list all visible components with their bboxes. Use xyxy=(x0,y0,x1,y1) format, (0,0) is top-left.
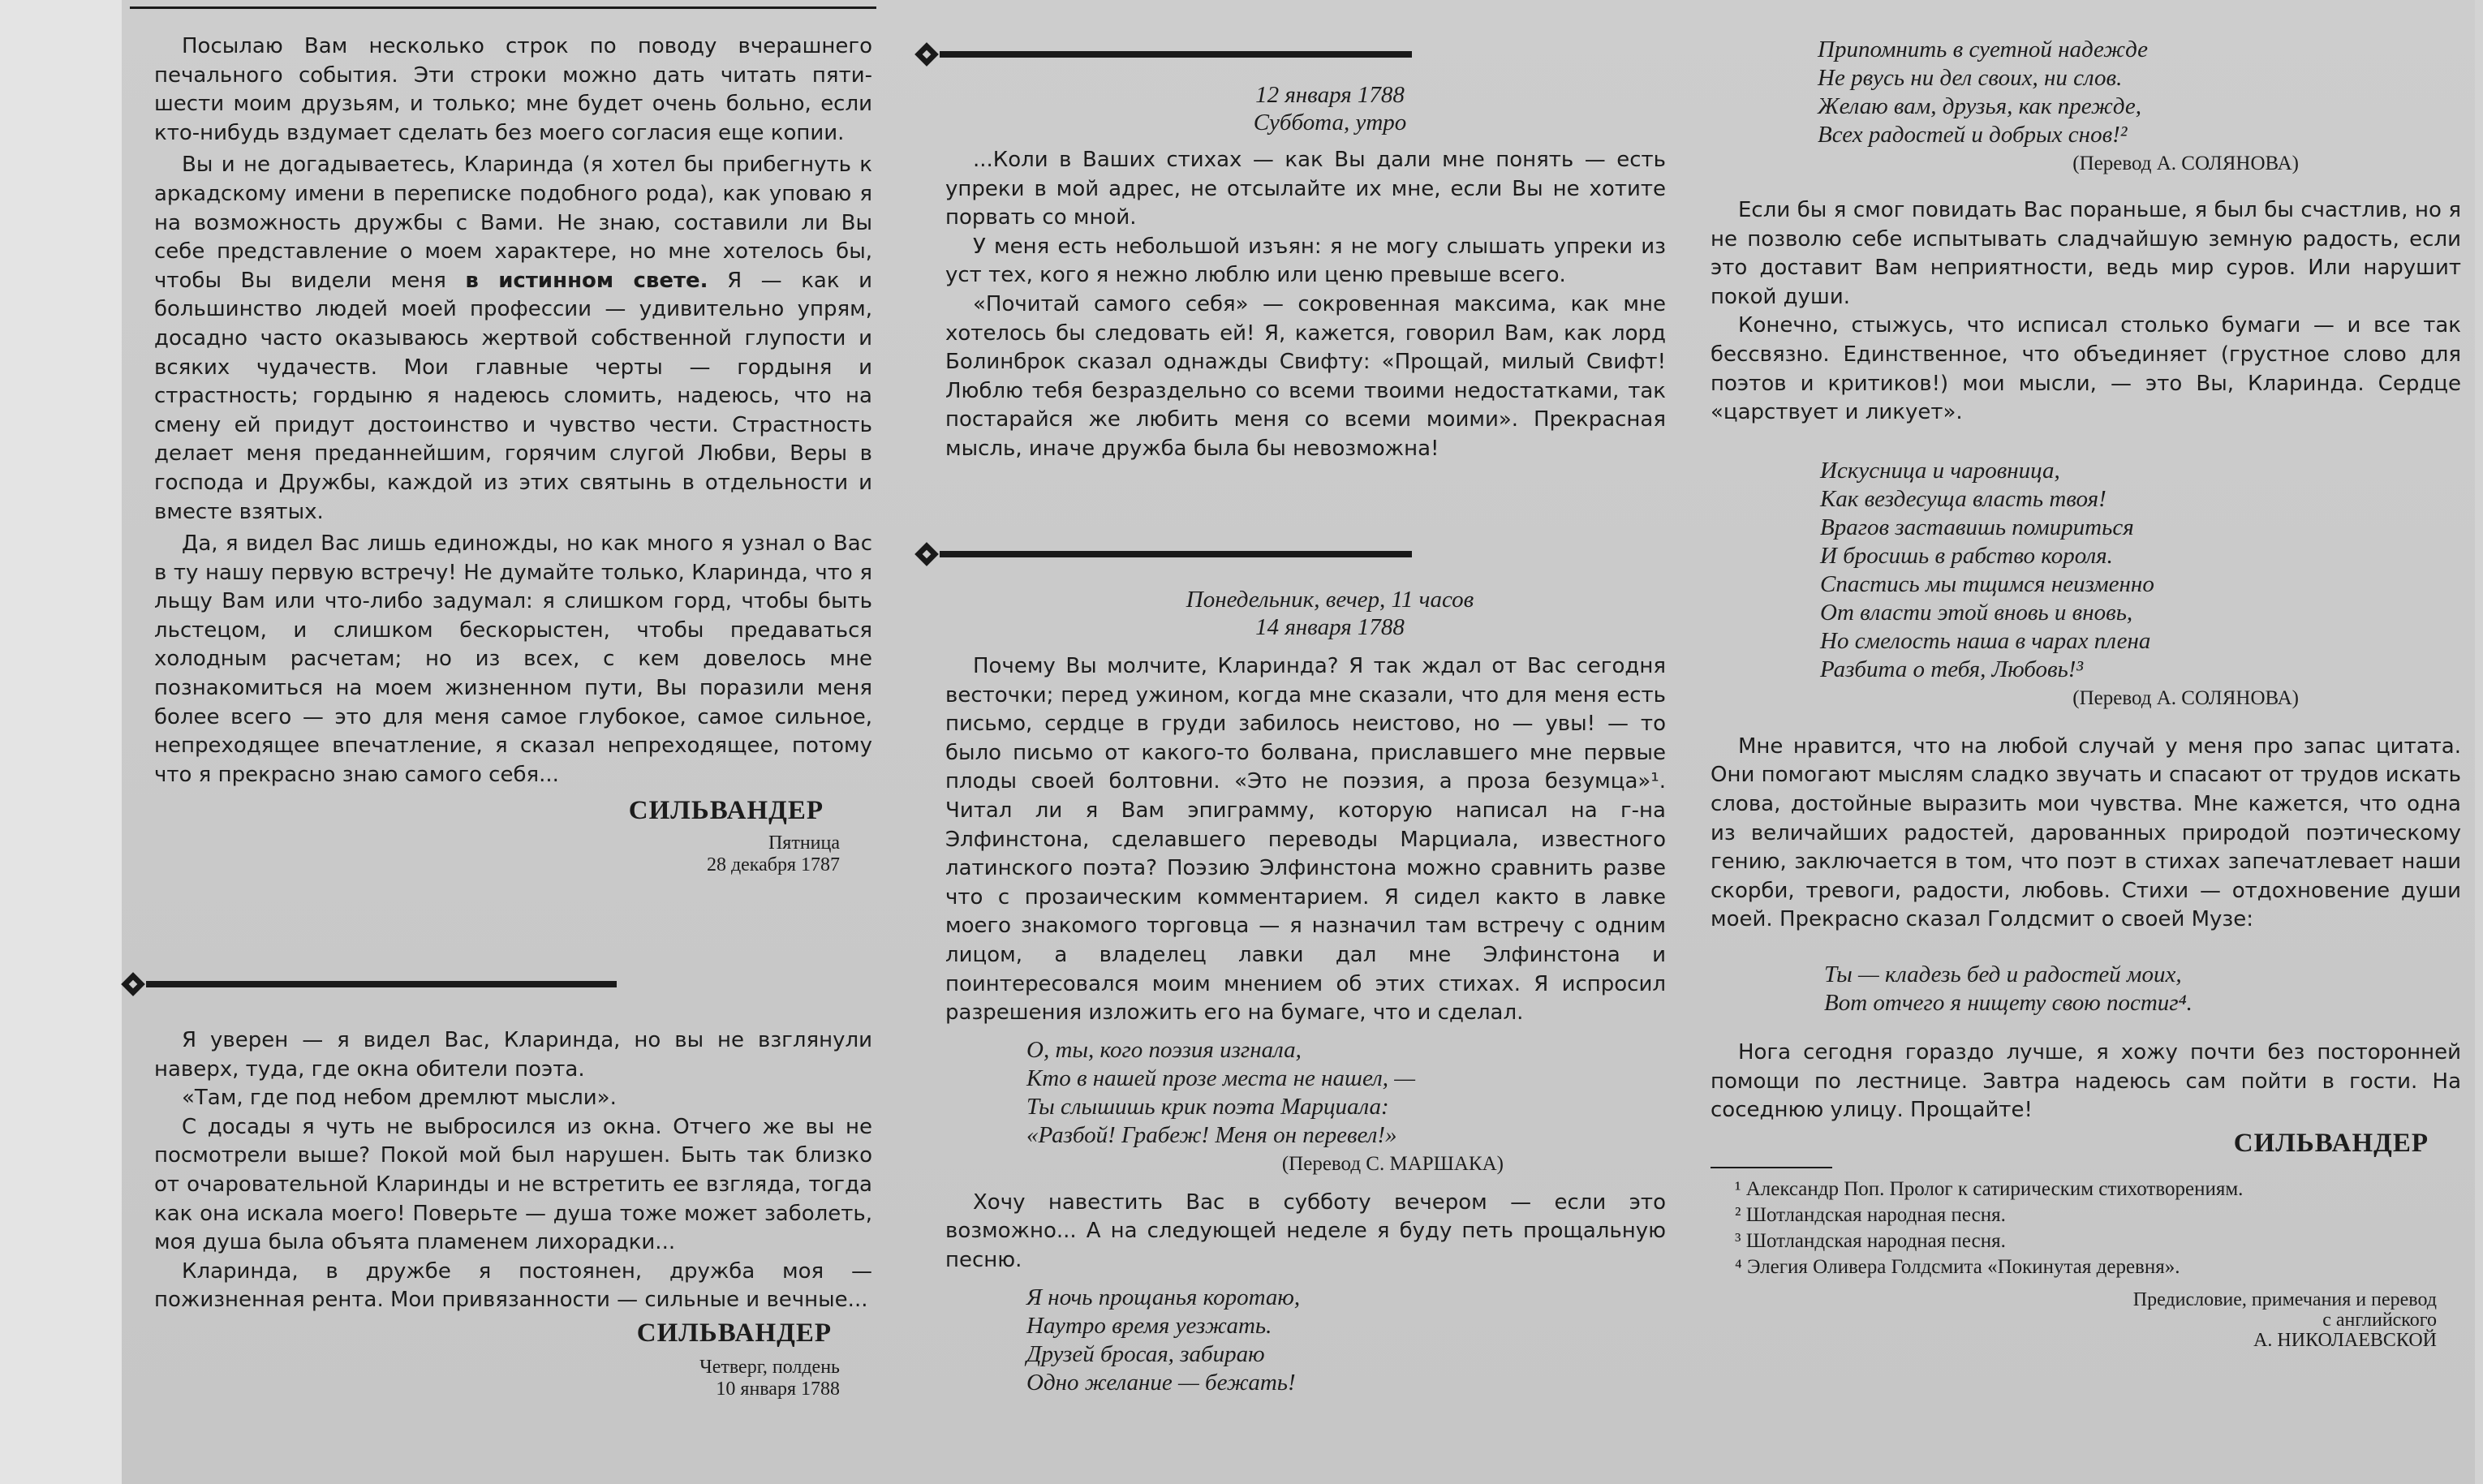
letter1-paragraph-1: Посылаю Вам несколько строк по поводу вчерашнего печального события. Эти строки можно дать читать пяти-шести моим друзьям, и только; мне будет очень больно, если кто-нибудь вздумает сделать без моего согласия еще копии. xyxy=(154,34,872,145)
letter3-paragraph-3: «Почитай самого себя» — сокровенная максима, как мне хотелось бы следовать ей! Я, кажется, говорил Вам, как лорд Болинброк сказал однажды Свифту: «Прощай, милый Свифт! Люблю тебя безраздельно со всеми твоими недостатками, так постарайся же любить меня со всеми моими». Прекрасная мысль, иначе дружба была бы невозможна! xyxy=(945,291,1666,461)
letter4-paragraph-2: Хочу навестить Вас в субботу вечером — если это возможно... А на следующей неделе я буду петь прощальную песню. xyxy=(945,1189,1666,1272)
bold-phrase: в истинном свете. xyxy=(465,268,708,293)
verse-middle: Искусница и чаровница, Как вездесуща власть твоя! Врагов заставишь помириться И бросишь в рабство короля. Спастись мы тщимся неизменно От власти этой вновь и вновь, Но смелость наша в чарах плена Разбита о тебя, Любовь!³ xyxy=(1820,457,2154,682)
diamond-ornament-icon xyxy=(121,972,145,996)
col3-paragraph-1: Если бы я смог повидать Вас пораньше, я был бы счастлив, но я не позволю себе испытывать сладчайшую земную радость, если это доставит Вам неприятности, ведь мир суров. Или нарушит покой души. xyxy=(1711,198,2461,309)
letter-date: Понедельник, вечер, 11 часов 14 января 1788 xyxy=(1186,587,1474,640)
diamond-ornament-icon xyxy=(914,42,939,67)
letter2-paragraph-1: Я уверен — я видел Вас, Кларинда, но вы не взглянули наверх, туда, где окна обители поэта. xyxy=(154,1028,872,1082)
letter-date: Четверг, полдень 10 января 1788 xyxy=(699,1356,840,1400)
section-divider xyxy=(122,972,617,996)
footnote-4: ⁴ Элегия Оливера Голдсмита «Покинутая деревня». xyxy=(1735,1255,2180,1278)
letter2-paragraph-3: Кларинда, в дружбе я постоянен, дружба моя — пожизненная рента. Мои привязанности — сильные и вечные... xyxy=(154,1258,872,1313)
translator-credit: (Перевод А. СОЛЯНОВА) xyxy=(2072,153,2299,174)
column-1 xyxy=(154,32,872,876)
letter1-paragraph-2: Вы и не догадываетесь, Кларинда (я хотел бы прибегнуть к аркадскому имени в переписке подобного рода), как уповаю я на возможность дружбы с Вами. Не знаю, составили ли Вы себе представление о моем характере, но мне хотелось бы, чтобы Вы видели меня в истинном свете. Я — как и большинство людей моей профессии — удивительно упрям, досадно часто оказываюсь жертвой собственной глупости и всяких чудачеств. Мои главные черты — гордыня и страстность; гордыню я надеюсь сломить, надеюсь, что на смену ей придут достоинство и чувство чести. Страстность делает меня преданнейшим, горячим слугой Любви, Веры в господа и Дружбы, каждой из этих святынь в отдельности и вместе взятых. xyxy=(154,153,872,524)
footnote-1: ¹ Александр Поп. Пролог к сатирическим стихотворениям. xyxy=(1735,1177,2244,1200)
footnote-rule xyxy=(1711,1167,1832,1168)
footnote-2: ² Шотландская народная песня. xyxy=(1735,1203,2006,1226)
page-margin xyxy=(0,0,122,1484)
letter-date: Пятница 28 декабря 1787 xyxy=(706,832,840,876)
section-divider xyxy=(915,42,1412,67)
section-divider xyxy=(915,542,1412,566)
letter2-quote: «Там, где под небом дремлют мысли». xyxy=(182,1086,617,1111)
column-2-letter-4 xyxy=(945,586,1666,1397)
letter2-paragraph-2: С досады я чуть не выбросился из окна. Отчего же вы не посмотрели выше? Покой мой был нарушен. Быть так близко от очаровательной Кларинды и не встретить ее взгляда, тогда как она искала моего! Поверьте — душа тоже может заболеть, моя душа была объята пламенем лихорадки... xyxy=(154,1114,872,1255)
column-2 xyxy=(945,81,1666,464)
letter3-paragraph-2: У меня есть небольшой изъян: я не могу слышать упреки из уст тех, кого я нежно люблю или ценю превыше всего. xyxy=(945,234,1666,288)
verse-farewell: Я ночь прощанья коротаю, Наутро время уезжать. Друзей бросая, забираю Одно желание — бежать! xyxy=(1026,1284,1301,1396)
column-3 xyxy=(1711,36,2461,1351)
signature: СИЛЬВАНДЕР xyxy=(2233,1128,2429,1158)
letter-date: 12 января 1788 Суббота, утро xyxy=(1253,82,1407,135)
signature: СИЛЬВАНДЕР xyxy=(628,796,824,826)
letter1-paragraph-3: Да, я видел Вас лишь единожды, но как много я узнал о Вас в ту нашу первую встречу! Не думайте только, Кларинда, что я льщу Вам или что-либо задумал: я слишком горд, чтобы быть льстецом, и слишком бескорыстен, чтобы предаваться холодным расчетам; но из всех, с кем довелось мне познакомиться на моем жизненном пути, Вы поразили меня более всего — это для меня самое глубокое, самое сильное, непреходящее впечатление, я сказал непреходящее, потому что я прекрасно знаю самого себя... xyxy=(154,531,872,787)
letter4-paragraph-1: Почему Вы молчите, Кларинда? Я так ждал от Вас сегодня весточки; перед ужином, когда мне сказали, что для меня есть письмо, сердце в груди забилось неистово, но — увы! — то было письмо от какого-то болвана, приславшего мне первые плоды своей болтовни. «Это не поэзия, а проза безумца»¹. Читал ли я Вам эпиграмму, которую написал на г-на Элфинстона, сделавшего переводы Марциала, известного латинского поэта? Поэзию Элфинстона можно сравнить разве что с прозаическим комментарием. Я сидел както в лавке моего знакомого торговца — я назначил там встречу с одним лицом, а владелец лавки дал мне Элфинстона и поинтересовался моим мнением об этих стихах. Я испросил разрешения изложить его на бумаге, что и сделал. xyxy=(945,654,1666,1026)
translator-credit: (Перевод С. МАРШАКА) xyxy=(1281,1152,1504,1175)
diamond-ornament-icon xyxy=(914,542,939,566)
translation-credit: Предисловие, примечания и перевод с английского А. НИКОЛАЕВСКОЙ xyxy=(2132,1288,2437,1351)
col3-paragraph-2: Конечно, стыжусь, что исписал столько бумаги — и все так бессвязно. Единственное, что объединяет (грустное слово для поэтов и критиков!) мои мысли, — это Вы, Кларинда. Сердце «царствует и ликует». xyxy=(1711,313,2461,425)
top-rule xyxy=(130,6,876,9)
signature: СИЛЬВАНДЕР xyxy=(636,1318,832,1348)
translator-credit: (Перевод А. СОЛЯНОВА) xyxy=(2072,686,2299,709)
verse-bottom: Ты — кладезь бед и радостей моих, Вот отчего я нищету свою постиг⁴. xyxy=(1824,961,2193,1016)
verse-top: Припомнить в суетной надежде Не рвусь ни дел своих, ни слов. Желаю вам, друзья, как прежде, Всех радостей и добрых снов!² xyxy=(1818,37,2149,148)
footnotes xyxy=(1711,1176,2461,1280)
letter3-paragraph-1: ...Коли в Ваших стихах — как Вы дали мне понять — есть упреки в мой адрес, не отсылайте их мне, если Вы не хотите порвать со мной. xyxy=(945,148,1666,230)
col3-paragraph-4: Нога сегодня гораздо лучше, я хожу почти без посторонней помощи по лестнице. Завтра надеюсь сам пойти в гости. На соседнюю улицу. Прощайте! xyxy=(1711,1039,2461,1123)
verse-epigram: О, ты, кого поэзия изгнала, Кто в нашей прозе места не нашел, — Ты слышишь крик поэта Марциала: «Разбой! Грабеж! Меня он перевел!» xyxy=(1026,1036,1416,1148)
column-1-letter-2 xyxy=(154,1026,872,1400)
footnote-3: ³ Шотландская народная песня. xyxy=(1735,1229,2006,1252)
col3-paragraph-3: Мне нравится, что на любой случай у меня про запас цитата. Они помогают мыслям сладко звучать и спасают от трудов искать слова, достойные выразить мои чувства. Мне кажется, что одна из величайших радостей, дарованных природой поэтическому гению, заключается в том, что поэт в стихах запечатлевает наши скорби, тревоги, радости, любовь. Стихи — отдохновение души моей. Прекрасно сказал Голдсмит о своей Музе: xyxy=(1711,733,2461,932)
